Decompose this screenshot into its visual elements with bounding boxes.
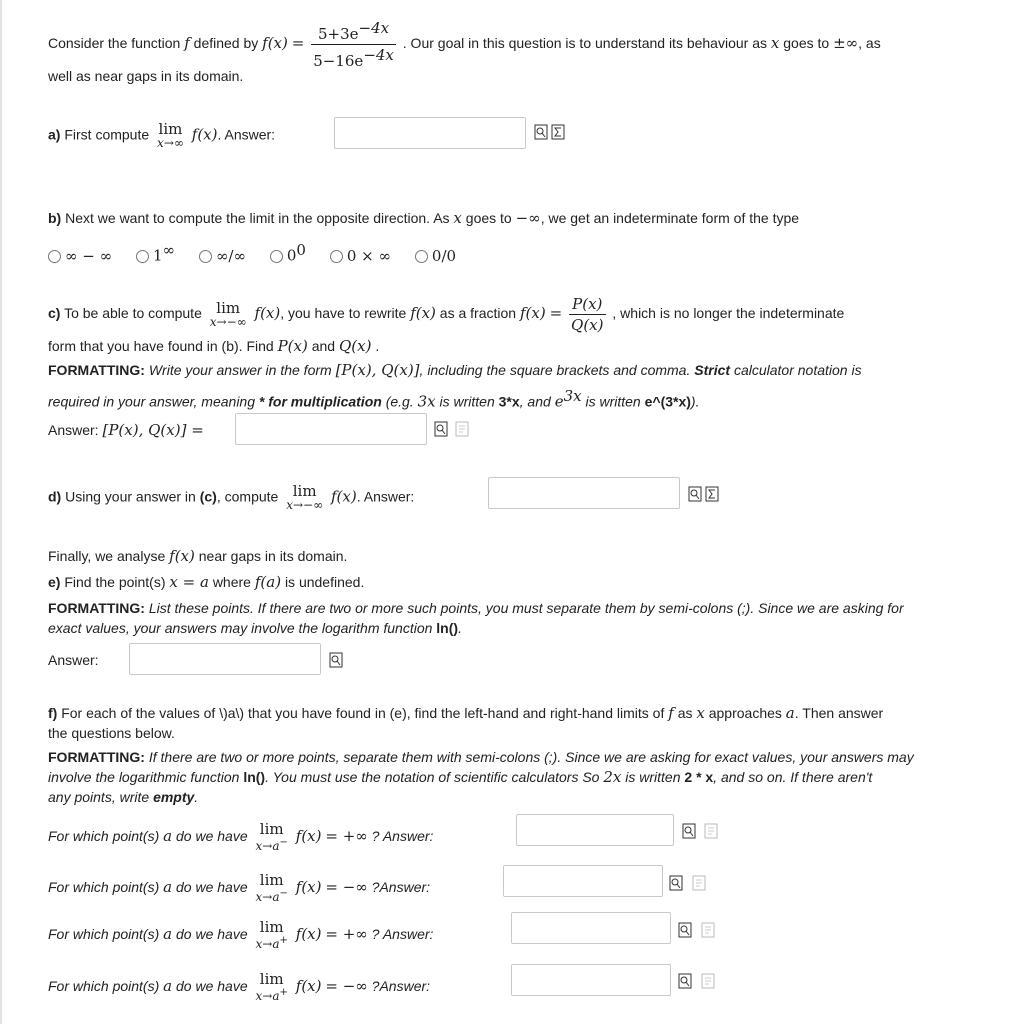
answer-f4-input[interactable] [511, 964, 671, 996]
question-f-row-2: For which point(s) a do we have lim x→a− f(x) = −∞ ?Answer: [48, 871, 431, 904]
question-f: f) For each of the values of \)a\) that you have found in (e), find the left-hand and right-hand limits of f as x approaches a. Then answer [48, 704, 884, 722]
sigma-help-icon[interactable] [551, 124, 565, 140]
question-e: e) Find the point(s) x = a where f(a) is undefined. [48, 573, 365, 591]
preview-icon[interactable] [434, 421, 448, 437]
indeterminate-form-options [48, 241, 476, 263]
answer-c-input[interactable] [235, 413, 427, 445]
option-zero-times-inf[interactable]: 0 × ∞ [330, 247, 391, 265]
answer-e-input[interactable] [129, 643, 321, 675]
answer-e-label: Answer: [48, 652, 99, 668]
answer-c-label: Answer: [P(x), Q(x)] = [48, 421, 204, 439]
question-e-intro: Finally, we analyse f(x) near gaps in its domain. [48, 547, 348, 565]
preview-icon[interactable] [688, 486, 702, 502]
answer-f3-input[interactable] [511, 912, 671, 944]
intro-line-1: Consider the function f defined by f(x) = $\frac{5+3e^{-4x}}{5-16e^{-4x}}$ . Our goal in this question is to understand its behaviour as x goes to ±∞, as [48, 19, 881, 70]
question-d: d) Using your answer in (c), compute lim x→−∞ f(x). Answer: [48, 482, 415, 512]
question-c-formatting: FORMATTING: Write your answer in the form [P(x), Q(x)], including the square brackets and comma. Strict calculator notation is [48, 361, 862, 379]
question-b: b) Next we want to compute the limit in the opposite direction. As x goes to −∞, we get an indeterminate form of the type [48, 209, 800, 227]
option-one-to-inf[interactable]: 1∞ [136, 241, 175, 265]
question-c-formatting-2: required in your answer, meaning * for multiplication (e.g. 3x is written 3*x, and $e^{3x}$ is written e^(3*x)). [48, 387, 700, 411]
question-f-formatting-2: involve the logarithmic function ln(). You must use the notation of scientific calculators So 2x is written 2 * x, and so on. If there aren't [48, 768, 873, 786]
help-icon-disabled [455, 421, 469, 437]
question-f-row-4: For which point(s) a do we have lim x→a+ f(x) = −∞ ?Answer: [48, 970, 431, 1003]
preview-icon[interactable] [329, 652, 343, 668]
preview-icon[interactable] [669, 875, 683, 891]
question-e-formatting-2: exact values, your answers may involve the logarithm function ln(). [48, 620, 462, 636]
question-f-row-1: For which point(s) a do we have lim x→a− f(x) = +∞ ? Answer: [48, 820, 434, 853]
preview-icon[interactable] [534, 124, 548, 140]
page-left-border [0, 0, 2, 1024]
question-f-line-2: the questions below. [48, 725, 175, 741]
answer-a-input[interactable] [334, 117, 526, 149]
question-f-formatting-3: any points, write empty. [48, 789, 199, 805]
help-icon-disabled [701, 922, 715, 938]
question-a: a) First compute lim x→∞ f(x). Answer: [48, 120, 276, 150]
pq-fraction: $\frac{P(x)}{Q(x)}$ [571, 295, 604, 334]
option-inf-minus-inf[interactable]: ∞ − ∞ [48, 247, 112, 265]
option-inf-over-inf[interactable]: ∞/∞ [199, 247, 246, 265]
help-icon-disabled [692, 875, 706, 891]
option-zero-over-zero[interactable]: 0/0 [415, 247, 456, 265]
preview-icon[interactable] [678, 922, 692, 938]
function-fraction: $\frac{5+3e^{-4x}}{5-16e^{-4x}}$ [313, 19, 394, 70]
intro-line-2: well as near gaps in its domain. [48, 68, 244, 84]
help-icon-disabled [701, 973, 715, 989]
question-e-formatting: FORMATTING: List these points. If there are two or more such points, you must separate them by semi-colons (;). Since we are asking for [48, 600, 904, 616]
answer-d-input[interactable] [488, 477, 680, 509]
answer-f2-input[interactable] [503, 865, 663, 897]
question-c: c) To be able to compute lim x→−∞ f(x), you have to rewrite f(x) as a fraction f(x) = $\frac{P(x)}{Q(x)}$ , which is no longer the indeterminate [48, 295, 845, 334]
answer-f1-input[interactable] [516, 814, 674, 846]
question-f-row-3: For which point(s) a do we have lim x→a+ f(x) = +∞ ? Answer: [48, 918, 434, 951]
preview-icon[interactable] [682, 823, 696, 839]
question-c-line-2: form that you have found in (b). Find P(x) and Q(x) . [48, 337, 380, 355]
preview-icon[interactable] [678, 973, 692, 989]
option-zero-to-zero[interactable]: $0^0$ [270, 241, 306, 265]
sigma-help-icon[interactable] [705, 486, 719, 502]
help-icon-disabled [704, 823, 718, 839]
question-f-formatting: FORMATTING: If there are two or more points, separate them with semi-colons (;). Since we are asking for exact values, your answers may [48, 749, 914, 765]
